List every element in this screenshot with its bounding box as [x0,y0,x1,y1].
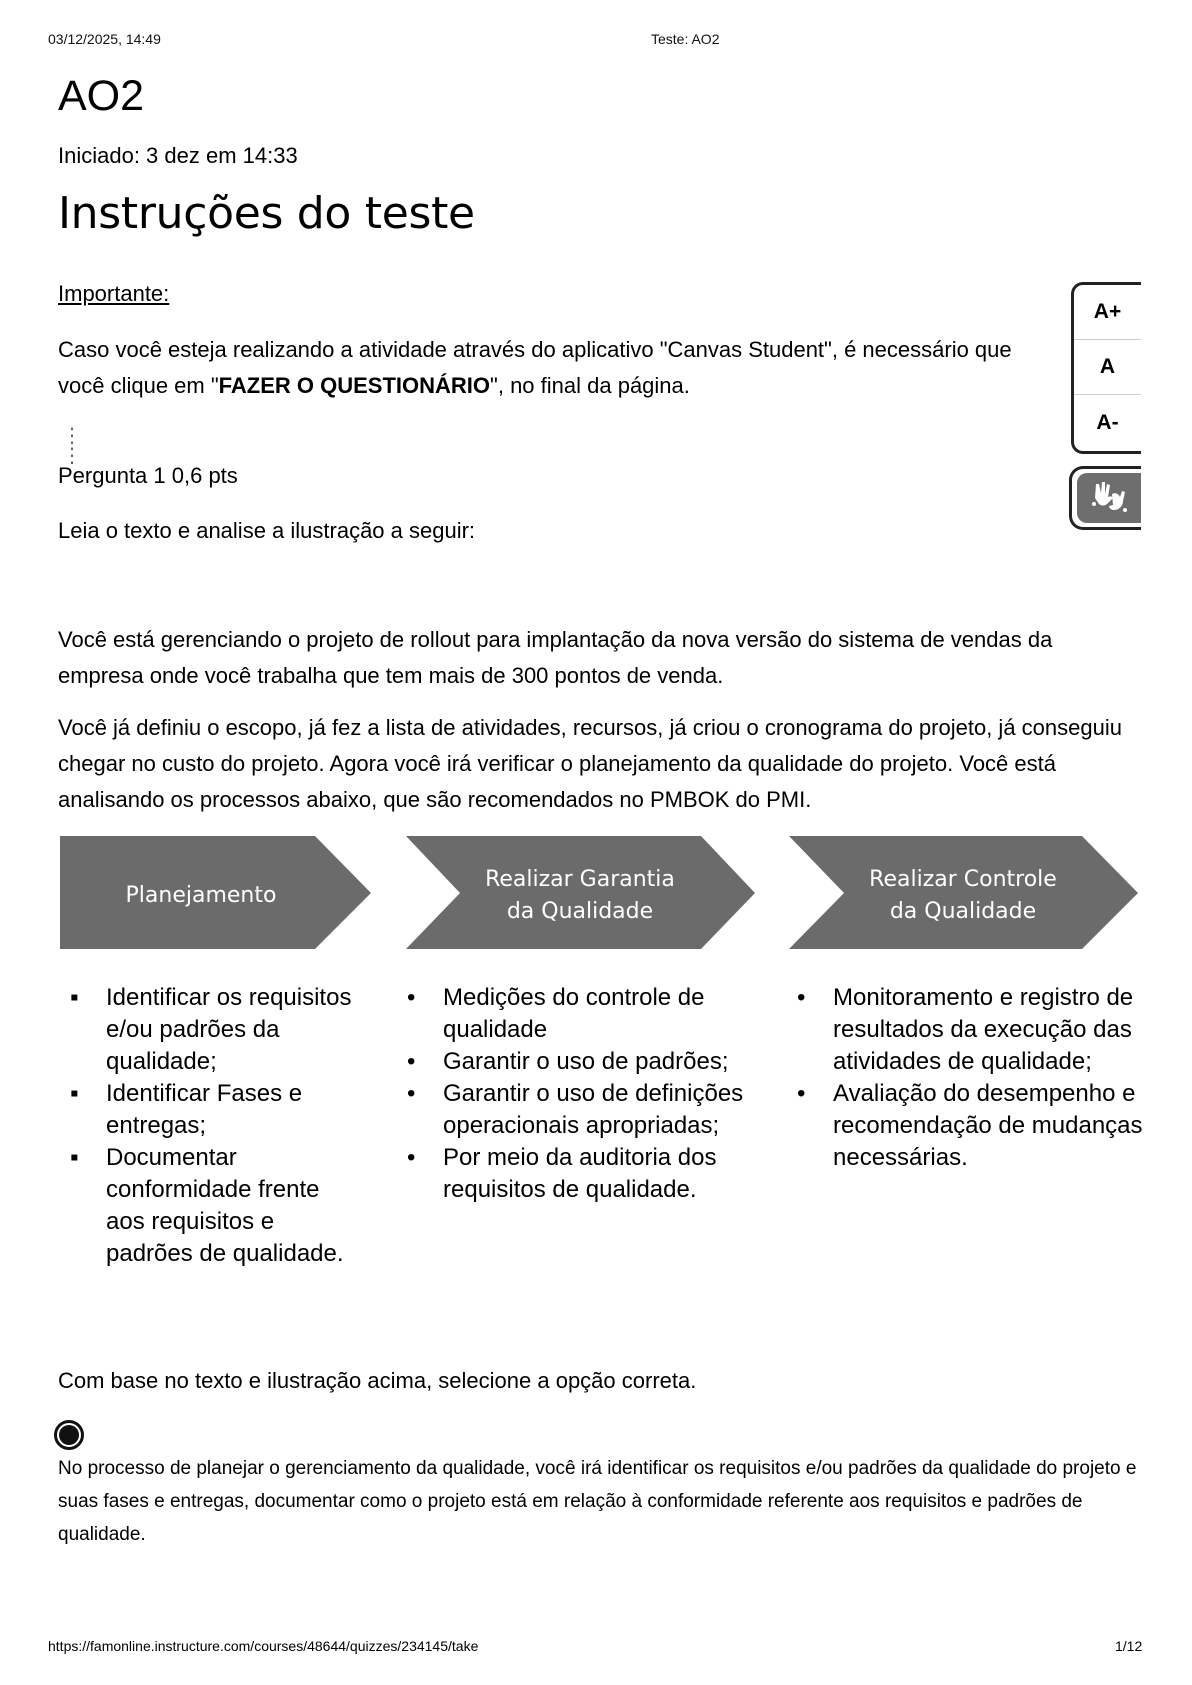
stage-label-control-line1: Realizar Controle [869,867,1057,892]
question-header: Pergunta 1 0,6 pts [58,463,238,488]
list-item: • Avaliação do desempenho e recomendação de mudanças necessárias. [797,1080,1143,1171]
font-increase-button[interactable]: A+ [1074,285,1141,340]
drag-handle-icon[interactable]: ⋮ ⋮ [62,425,82,467]
print-page-title: Teste: AO2 [651,31,720,47]
stage-arrow-assurance [406,836,755,949]
control-activities-list [785,982,1145,1174]
list-item-text: Monitoramento e registro de resultados da execução das atividades de qualidade; [833,984,1134,1075]
list-item-text: Garantir o uso de definições operacionais apropriadas; [443,1080,744,1139]
list-item: • Monitoramento e registro de resultados da execução das atividades de qualidade; [797,984,1134,1075]
list-item: ▪ Identificar Fases e entregas; [70,1080,303,1139]
list-item: ▪ Identificar os requisitos e/ou padrões da qualidade; [70,984,352,1075]
list-item-text: Por meio da auditoria dos requisitos de qualidade. [443,1144,717,1203]
print-datetime: 03/12/2025, 14:49 [48,31,161,47]
instructions-pre: você clique em " [58,373,219,398]
stage-label-assurance-line1: Realizar Garantia [485,867,675,892]
font-decrease-button[interactable]: A- [1096,410,1119,434]
stage-label-planning: Planejamento [125,883,277,908]
list-item: • Garantir o uso de padrões; [407,1048,729,1075]
answer-option-1-label[interactable]: No processo de planejar o gerenciamento da qualidade, você irá identificar os requisitos e/ou padrões da qualidade do projeto e suas fases e entregas, documentar como o projeto está em relação à conformidade referente aos requisitos e padrões de qualidade. [58,1458,1137,1545]
quiz-title: AO2 [58,72,145,120]
list-item: ▪ Documentar conformidade frente aos requisitos e padrões de qualidade. [70,1144,344,1267]
list-item-text: Garantir o uso de padrões; [443,1048,729,1075]
list-item-text: Identificar Fases e entregas; [106,1080,303,1139]
quality-process-diagram [58,834,1140,952]
take-quiz-emphasis: FAZER O QUESTIONÁRIO [218,373,491,398]
radio-selected-dot [59,1425,79,1445]
important-label: Importante: [58,281,170,306]
font-size-toolbar [1071,282,1141,454]
list-item-text: Avaliação do desempenho e recomendação de mudanças necessárias. [833,1080,1143,1171]
sign-language-icon [1077,473,1141,523]
instructions-post: ", no final da página. [490,373,690,398]
instructions-line2 [58,368,1070,404]
stage-arrow-control [789,836,1138,949]
answer-option-1-radio[interactable] [54,1420,84,1450]
instructions-line1: Caso você esteja realizando a atividade através do aplicativo "Canvas Student", é necessário que [58,337,1012,362]
list-item: • Garantir o uso de definições operacionais apropriadas; [407,1080,744,1139]
question-paragraph-1: Você está gerenciando o projeto de rollout para implantação da nova versão do sistema de vendas da empresa onde você trabalha que tem mais de 300 pontos de venda. [58,627,1053,688]
footer-page-number: 1/12 [1115,1638,1143,1654]
instructions-title: Instruções do teste [58,188,475,239]
list-item: • Medições do controle de qualidade [407,984,705,1043]
planning-activities-list [58,982,358,1270]
footer-url: https://famonline.instructure.com/courses/48644/quizzes/234145/take [48,1638,479,1654]
assurance-activities-list [395,982,765,1206]
stage-label-assurance-line2: da Qualidade [506,899,654,924]
font-normal-button[interactable]: A [1074,340,1141,395]
instructions-text [58,332,1070,404]
sign-language-button[interactable] [1069,466,1141,530]
question-paragraph-2: Você já definiu o escopo, já fez a lista de atividades, recursos, já criou o cronograma do projeto, já conseguiu chegar no custo do projeto. Agora você irá verificar o planejamento da qualidade do projeto. Você está analisando os processos abaixo, que são recomendados no PMBOK do PMI. [58,715,1122,812]
stage-label-control-line2: da Qualidade [889,899,1037,924]
list-item-text: Identificar os requisitos e/ou padrões da qualidade; [106,984,352,1075]
list-item: • Por meio da auditoria dos requisitos de qualidade. [407,1144,717,1203]
list-item-text: Medições do controle de qualidade [443,984,705,1043]
question-prompt: Com base no texto e ilustração acima, selecione a opção correta. [58,1368,697,1393]
started-timestamp: Iniciado: 3 dez em 14:33 [58,143,298,168]
list-item-text: Documentar conformidade frente aos requisitos e padrões de qualidade. [106,1144,344,1267]
question-intro: Leia o texto e analise a ilustração a seguir: [58,518,476,543]
